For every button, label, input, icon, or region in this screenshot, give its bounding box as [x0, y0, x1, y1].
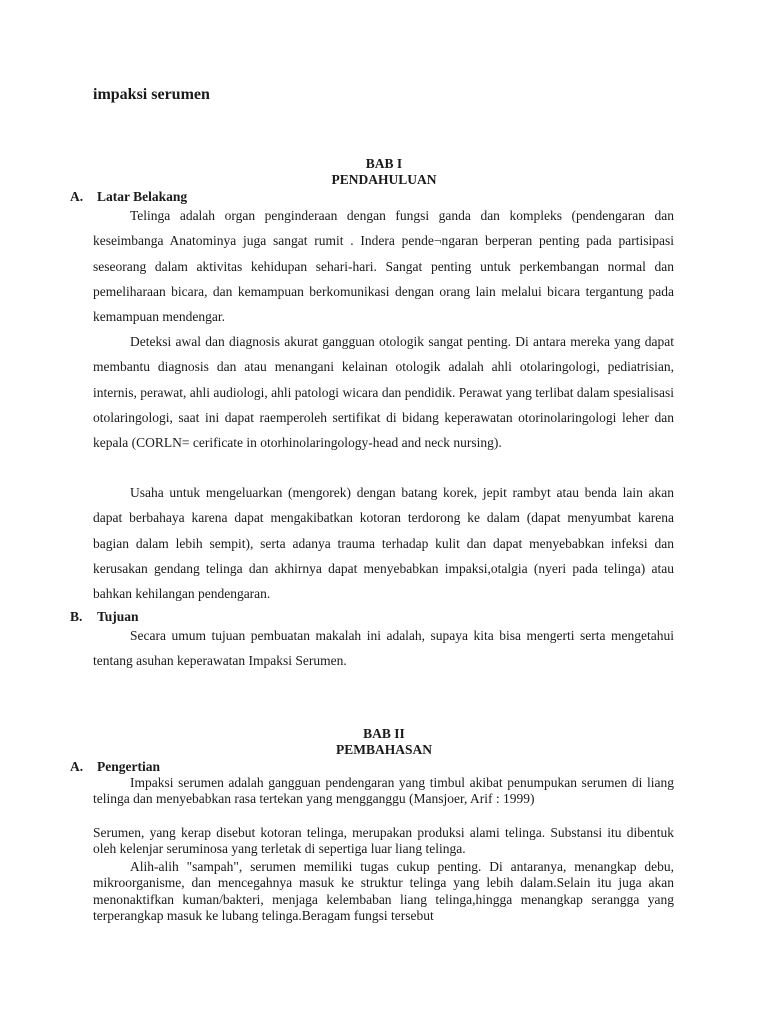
- paragraph-latar-3: Usaha untuk mengeluarkan (mengorek) dengan batang korek, jepit rambyt atau benda lain akan dapat berbahaya karena dapat mengakibatkan kotoran terdorong ke dalam (dapat menyumbat karena bagian dalam lebih sempit), serta adanya trauma terhadap kulit dan dapat menyebabkan infeksi dan kerusakan gendang telinga dan akhirnya dapat menyebabkan impaksi,otalgia (nyeri pada telinga) atau bahkan kehilangan pendengaran.: [93, 485, 674, 602]
- section-title: Tujuan: [97, 609, 139, 624]
- section-marker: B.: [70, 609, 83, 624]
- chapter-2-number: BAB II: [363, 726, 405, 741]
- paragraph-latar-2: Deteksi awal dan diagnosis akurat gangguan otologik sangat penting. Di antara mereka yang dapat membantu diagnosis dan atau menangani kelainan otologik adalah ahli otolaringologi, pediatrisian, internis, perawat, ahli audiologi, ahli patologi wicara dan pendidik. Perawat yang terlibat dalam spesialisasi otolaringologi, saat ini dapat raemperoleh sertifikat di bidang keperawatan otorinolaringologi leher dan kepala (CORLN= cerificate in otorhinolaringology-head and neck nursing).: [93, 334, 674, 451]
- paragraph-tujuan-1: Secara umum tujuan pembuatan makalah ini adalah, supaya kita bisa mengerti serta mengetahui tentang asuhan keperawatan Impaksi Serumen.: [93, 628, 674, 669]
- paragraph-latar-1: Telinga adalah organ penginderaan dengan fungsi ganda dan kompleks (pendengaran dan keseimbanga Anatominya juga sangat rumit . Indera pende¬ngaran berperan penting pada partisipasi seseorang dalam aktivitas kehidupan sehari-hari. Sangat penting untuk perkembangan normal dan pemeliharaan bicara, dan kemampuan berkomunikasi dengan orang lain melalui bicara tergantung pada kemampuan mendengar.: [93, 208, 674, 325]
- section-title: Pengertian: [97, 759, 160, 774]
- document-title: impaksi serumen: [93, 86, 210, 103]
- chapter-1-heading: [0, 156, 768, 188]
- section-title: Latar Belakang: [97, 189, 188, 204]
- chapter-1-name: PENDAHULUAN: [331, 172, 437, 187]
- chapter-2-heading: [0, 726, 768, 758]
- section-marker: A.: [70, 759, 84, 774]
- chapter-1-number: BAB I: [365, 156, 403, 171]
- section-marker: A.: [70, 189, 84, 204]
- section-pengertian-heading: [70, 759, 160, 775]
- paragraph-pengertian-3: Alih-alih "sampah", serumen memiliki tugas cukup penting. Di antaranya, menangkap debu, mikroorganisme, dan mencegahnya masuk ke struktur telinga yang lebih dalam.Selain itu juga akan menonaktifkan kuman/bakteri, menjaga kelembaban liang telinga,hingga menangkap serangga yang terperangkap masuk ke lubang telinga.Beragam fungsi tersebut: [93, 859, 674, 924]
- chapter-2-name: PEMBAHASAN: [335, 742, 432, 757]
- paragraph-pengertian-1: Impaksi serumen adalah gangguan pendengaran yang timbul akibat penumpukan serumen di liang telinga dan menyebabkan rasa tertekan yang mengganggu (Mansjoer, Arif : 1999): [93, 775, 674, 807]
- paragraph-pengertian-2: Serumen, yang kerap disebut kotoran telinga, merupakan produksi alami telinga. Substansi itu dibentuk oleh kelenjar seruminosa yang terletak di sepertiga luar liang telinga.: [93, 825, 674, 857]
